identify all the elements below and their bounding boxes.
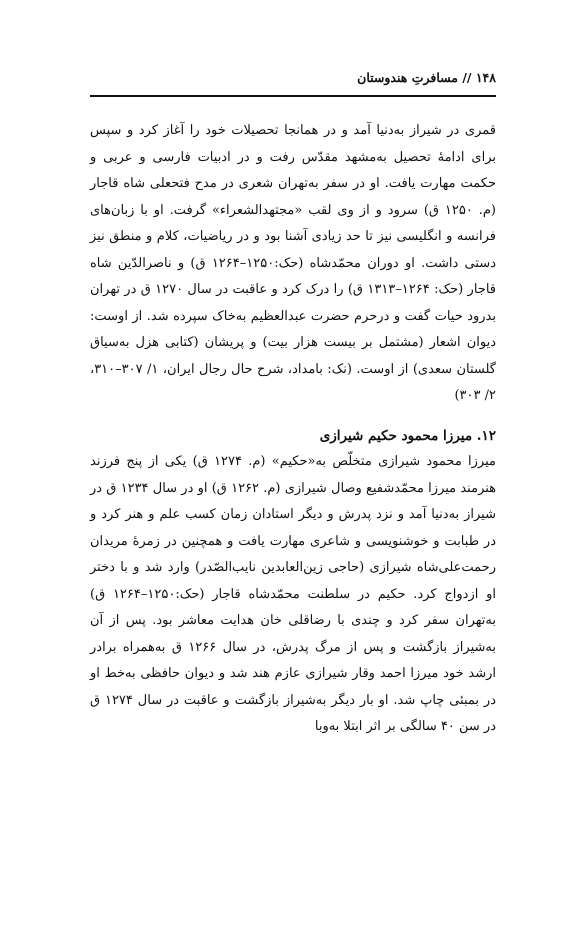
running-head: ۱۴۸ // مسافرتِ هندوستان	[357, 70, 496, 85]
page-header	[90, 58, 496, 98]
paragraph-biography-2: میرزا محمود شیرازی متخلّص به«حکیم» (م. ۱۲۷۴ ق) یکی از پنج فرزند هنرمند میرزا محمّدشفیع وصال شیرازی (م. ۱۲۶۲ ق) او در سال ۱۲۳۴ ق در شیراز به‌دنیا آمد و نزد پدرش و دیگر استادان زمان کسب علم و هنر کرد و در طبابت و خوشنویسی و شاعری مهارت یافت و همچنین در زمرهٔ مریدان رحمت‌علی‌شاه شیرازی (حاجی زین‌العابدین نایب‌الصّدر) وارد شد و با دختر او ازدواج کرد. حکیم در سلطنت محمّدشاه قاجار (حک:۱۲۵۰–۱۲۶۴ ق) به‌تهران سفر کرد و چندی با رضاقلی خان هدایت معاشر بود. پس از آن به‌شیراز بازگشت و پس از مرگ پدرش، در سال ۱۲۶۶ ق به‌همراه برادر ارشد خود میرزا احمد وقار شیرازی عازم هند شد و دیوان حافظی به‌خط او در بمبئی چاپ شد. او بار دیگر به‌شیراز بازگشت و عاقبت در سال ۱۲۷۴ ق در سن ۴۰ سالگی بر اثر ابتلا به‌وبا	[90, 454, 497, 734]
section-title: ۱۲. میرزا محمود حکیم شیرازی	[319, 427, 496, 444]
page-body	[90, 118, 496, 741]
header-rule	[90, 95, 496, 97]
paragraph-biography-1: قمری در شیراز به‌دنیا آمد و در همانجا تحصیلات خود را آغاز کرد و سپس برای ادامهٔ تحصیل به‌مشهد مقدّس رفت و در ادبیات فارسی و عربی و حکمت مهارت یافت. او در سفر به‌تهران شعری در مدح فتحعلی شاه قاجار (م. ۱۲۵۰ ق) سرود و از وی لقب «مجتهدالشعراء» گرفت. او با زبان‌های فرانسه و انگلیسی نیز تا حد زیادی آشنا بود و در ریاضیات، کلام و منطق نیز دستی داشت. او دوران محمّدشاه (حک:۱۲۵۰–۱۲۶۴ ق) و ناصرالدّین شاه قاجار (حک: ۱۲۶۴–۱۳۱۳ ق) را درک کرد و عاقبت در سال ۱۲۷۰ ق در تهران بدرود حیات گفت و درحرم حضرت عبدالعظیم به‌خاک سپرده شد. از اوست: دیوان اشعار (مشتمل بر بیست هزار بیت) و پریشان (کتابی هزل به‌سیاق گلستان سعدی) از اوست. (نک: بامداد، شرح حال رجال ایران، ۱/ ۳۰۷–۳۱۰، ۲/ ۳۰۳)	[90, 123, 496, 403]
